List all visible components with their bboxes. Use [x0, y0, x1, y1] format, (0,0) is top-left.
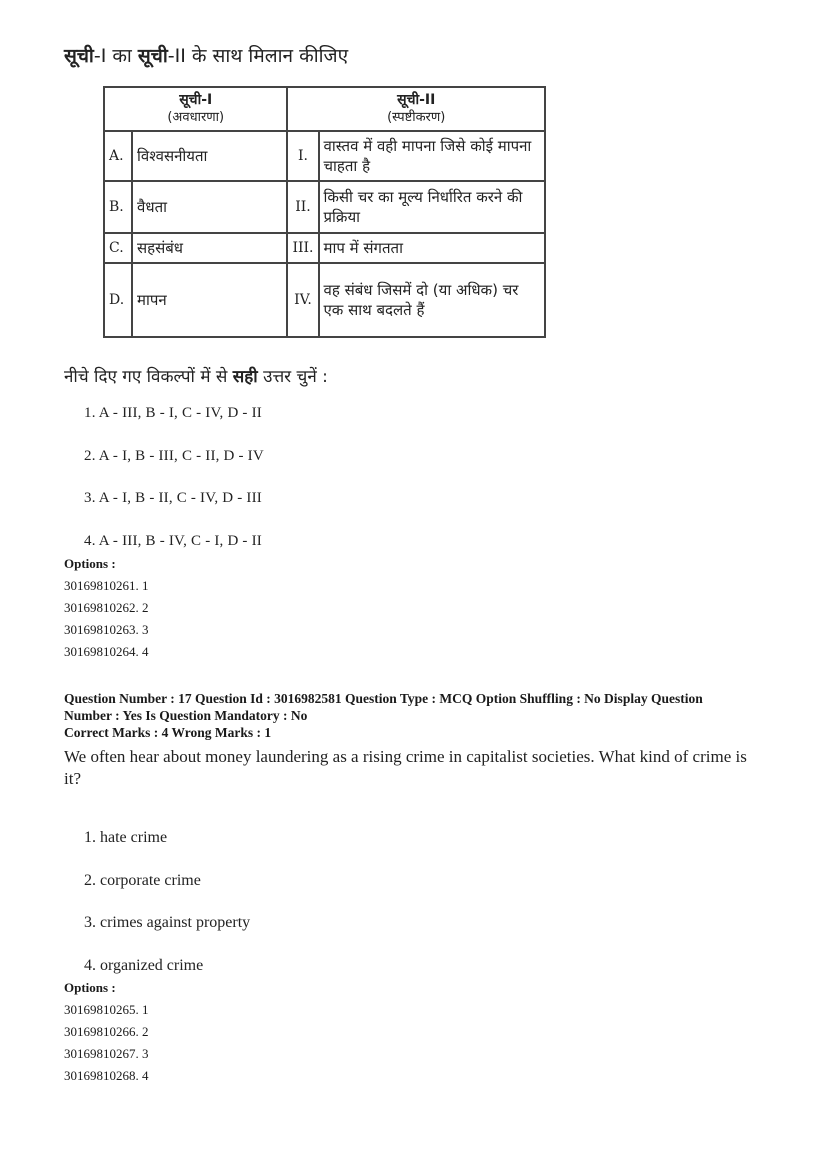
row-label-c: C.	[104, 233, 132, 263]
list2-header	[287, 87, 545, 131]
table-row	[104, 131, 545, 181]
explanation-cell: किसी चर का मूल्य निर्धारित करने की प्रक्रिया	[319, 181, 546, 233]
heading-part: -I का	[93, 45, 138, 67]
row-label-b: B.	[104, 181, 132, 233]
options-label: Options :	[64, 556, 116, 571]
match-table	[103, 86, 546, 338]
row-label-iv: IV.	[287, 263, 318, 337]
prompt-part: नीचे दिए गए विकल्पों में से	[64, 367, 233, 387]
list1-title: सूची-I	[179, 92, 213, 108]
explanation-cell: वह संबंध जिसमें दो (या अधिक) चर एक साथ बदलते हैं	[319, 263, 546, 337]
meta-line: Number : Yes Is Question Mandatory : No	[64, 708, 308, 723]
option-id: 30169810267. 3	[64, 1046, 149, 1061]
explanation-cell: वास्तव में वही मापना जिसे कोई मापना चाहता है	[319, 131, 546, 181]
option-id: 30169810266. 2	[64, 1024, 149, 1039]
choice-2[interactable]: 2. corporate crime	[84, 872, 201, 889]
question-17-text: We often hear about money laundering as a rising crime in capitalist societies. What kind of crime is it?	[64, 747, 747, 788]
question-16-heading	[64, 42, 348, 68]
list1-header	[104, 87, 287, 131]
options-label: Options :	[64, 980, 116, 995]
option-id: 30169810263. 3	[64, 622, 149, 637]
explanation-cell: माप में संगतता	[319, 233, 546, 263]
row-label-a: A.	[104, 131, 132, 181]
choice-3[interactable]: 3. crimes against property	[84, 914, 251, 931]
row-label-i: I.	[287, 131, 318, 181]
table-header-row	[104, 87, 545, 131]
list2-title: सूची-II	[397, 92, 436, 108]
option-id: 30169810268. 4	[64, 1068, 149, 1083]
option-id: 30169810261. 1	[64, 578, 149, 593]
option-id: 30169810265. 1	[64, 1002, 149, 1017]
option-id: 30169810264. 4	[64, 644, 149, 659]
prompt-emphasis: सही	[232, 367, 258, 387]
choice-4[interactable]: 4. A - III, B - IV, C - I, D - II	[84, 533, 262, 549]
choice-2[interactable]: 2. A - I, B - III, C - II, D - IV	[84, 448, 264, 464]
option-id: 30169810262. 2	[64, 600, 149, 615]
concept-cell: मापन	[132, 263, 287, 337]
table-row	[104, 263, 545, 337]
choice-1[interactable]: 1. A - III, B - I, C - IV, D - II	[84, 405, 262, 421]
concept-cell: सहसंबंध	[132, 233, 287, 263]
heading-part: -II के साथ मिलान कीजिए	[167, 45, 349, 67]
list2-subtitle: (स्पष्टीकरण)	[387, 110, 446, 125]
row-label-iii: III.	[287, 233, 318, 263]
choice-1[interactable]: 1. hate crime	[84, 829, 168, 846]
question-17-meta	[64, 690, 774, 741]
concept-cell: वैधता	[132, 181, 287, 233]
choice-4[interactable]: 4. organized crime	[84, 957, 204, 974]
meta-line: Question Number : 17 Question Id : 3016982581 Question Type : MCQ Option Shuffling : No Display Question	[64, 691, 703, 706]
table-row	[104, 181, 545, 233]
concept-cell: विश्वसनीयता	[132, 131, 287, 181]
table-row	[104, 233, 545, 263]
row-label-d: D.	[104, 263, 132, 337]
answer-prompt	[64, 364, 328, 387]
heading-list1-word: सूची	[64, 45, 94, 67]
row-label-ii: II.	[287, 181, 318, 233]
heading-list2-word: सूची	[137, 45, 168, 67]
list1-subtitle: (अवधारणा)	[167, 110, 225, 125]
choice-3[interactable]: 3. A - I, B - II, C - IV, D - III	[84, 490, 262, 506]
prompt-part: उत्तर चुनें :	[257, 367, 328, 387]
marks-line: Correct Marks : 4 Wrong Marks : 1	[64, 725, 272, 740]
